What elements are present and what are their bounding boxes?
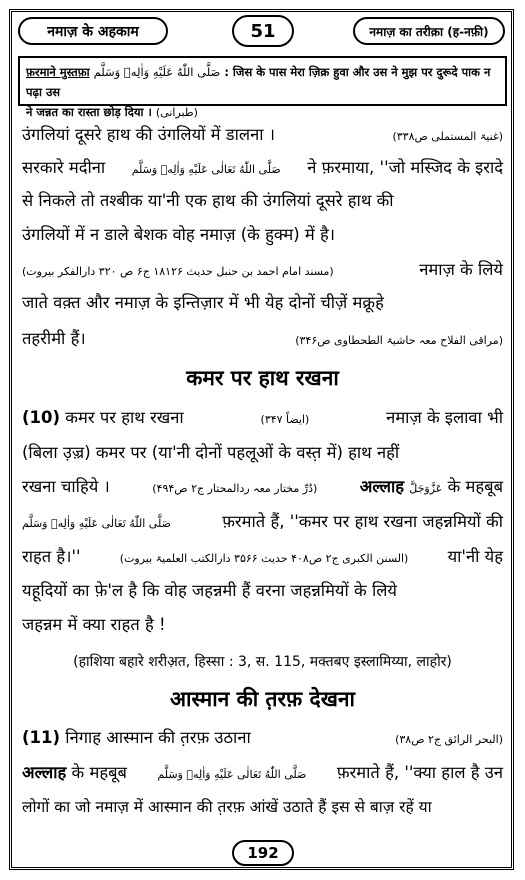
- text: फ़रमाते हैं, ''कमर पर हाथ रखना जहन्नमियों की: [222, 512, 503, 531]
- header-book-title: नमाज़ का तरीक़ा (ह-नफ़ी): [353, 17, 505, 45]
- body-line: यहूदियों का फ़े'ल है कि वोह जहन्नमी हैं वरना जहन्नमियों के लिये: [22, 581, 397, 600]
- section-heading: आस्मान की त़रफ़ देखना: [170, 687, 355, 711]
- body-line: [22, 405, 503, 428]
- text: ने फ़रमाया, ''जो मस्जिद के इरादे: [307, 158, 503, 177]
- arabic-reference: (مسند امام احمد بن حنبل حدیث ۱۸۱۲۶ ج۶ ص ۳۲۰ دارالفکر بیروت): [22, 265, 334, 278]
- body-line: [22, 725, 503, 748]
- text: राहत है।'': [22, 547, 81, 566]
- banner-ref: (طبرانی): [155, 106, 198, 119]
- text: अल्लाह: [22, 763, 67, 782]
- arabic-salutation: صَلَّى اللّٰهُ تَعَالٰى عَلَيْهِ وَاٰلِهٖ وَسَلَّم: [157, 768, 307, 781]
- body-line: [22, 474, 503, 497]
- banner-arabic: صَلَّى اللّٰهُ عَلَيْهِ وَاٰلِهٖ وَسَلَّم: [93, 65, 221, 79]
- text: उंगलियां दूसरे हाथ की उंगलियों में डालना ।: [22, 125, 276, 144]
- text: अल्लाह: [359, 477, 405, 496]
- text: कमर पर हाथ रखना: [65, 408, 184, 427]
- body-line: [22, 509, 503, 532]
- body-line: जाते वक़्त और नमाज़ के इन्तिज़ार में भी येह दोनों चीज़ें मक्रूहे: [22, 293, 384, 312]
- body-line: [22, 326, 503, 349]
- footer-page-number: 192: [232, 840, 294, 866]
- footnote-reference: (हाशिया बहारे शरीअ़त, हिस्सा : 3, स. 115, मक्तबए इस्लामिय्या, लाहोर): [73, 654, 452, 670]
- body-line: (बिला उ़ज़्र) कमर पर (या'नी दोनों पहलूओं के वस्त़ में) हाथ नहीं: [22, 443, 400, 462]
- text: या'नी येह: [447, 547, 503, 566]
- body-line: लोगों का जो नमाज़ में आस्मान की त़रफ़ आंखें उठाते हैं इस से बाज़ रहें या: [22, 798, 432, 816]
- arabic-reference: (ایضاً ۳۴۷): [260, 413, 310, 426]
- body-line: [22, 544, 503, 567]
- body-line: जहन्नम में क्या राहत है !: [22, 615, 166, 634]
- body-line: [22, 122, 503, 145]
- banner-text2: ने जन्नत का रास्ता छोड़ दिया ।: [26, 105, 152, 119]
- arabic-salutation: عَزَّوَجَلَّ: [409, 482, 443, 495]
- text: नमाज़ के लिये: [419, 260, 503, 279]
- point-number: (10): [22, 408, 61, 427]
- arabic-reference: (غنیۃ المستملی ص۳۳۸): [392, 130, 503, 143]
- header-chapter-title: नमाज़ के अहकाम: [18, 17, 168, 45]
- text: तहरीमी हैं।: [22, 329, 86, 348]
- text: रखना चाहिये ।: [22, 477, 110, 496]
- text: के महबूब: [447, 477, 503, 496]
- body-line: उंगलियों में न डाले बेशक वोह नमाज़ (के हुक्म) में है।: [22, 225, 336, 244]
- body-line: [22, 155, 503, 178]
- arabic-salutation: صَلَّى اللّٰهُ تَعَالٰى عَلَيْهِ وَاٰلِهٖ وَسَلَّم: [22, 517, 171, 530]
- point-number: (11): [22, 728, 61, 747]
- text: नमाज़ के इलावा भी: [386, 408, 503, 427]
- text: निगाह आस्मान की त़रफ़ उठाना: [65, 728, 251, 747]
- arabic-reference: (دُرِّ مختار معہ ردالمحتار ج۲ ص۴۹۴): [152, 482, 318, 495]
- text: सरकारे मदीना: [22, 158, 106, 177]
- arabic-reference: (السنن الکبری ج۲ ص۴۰۸ حدیث ۳۵۶۶ دارالکتب العلمیۃ بیروت): [119, 552, 409, 565]
- banner-text: : जिस के पास मेरा ज़िक्र हुवा और उस ने मुझ पर दुरूदे पाक न पढ़ा उस: [26, 65, 491, 99]
- text: के महबूब: [71, 763, 127, 782]
- body-line: [22, 257, 503, 280]
- body-line: से निकले तो तश्बीक या'नी एक हाथ की उंगलियां दूसरे हाथ की: [22, 191, 394, 210]
- header-page-number: 51: [232, 15, 294, 47]
- arabic-reference: (البحر الرائق ج۲ ص۳۸): [395, 733, 503, 746]
- text: फ़रमाते हैं, ''क्या हाल है उन: [336, 763, 503, 782]
- hadith-banner: [18, 56, 507, 119]
- section-heading: कमर पर हाथ रखना: [186, 366, 339, 390]
- arabic-salutation: صَلَّى اللّٰهُ تَعَالٰى عَلَيْهِ وَاٰلِهٖ وَسَلَّم: [131, 163, 281, 176]
- arabic-reference: (مراقی الفلاح معہ حاشیۃ الطحطاوی ص۳۴۶): [295, 334, 503, 347]
- banner-title: फ़रमाने मुस्तफ़ा: [26, 65, 90, 79]
- body-line: [22, 760, 503, 783]
